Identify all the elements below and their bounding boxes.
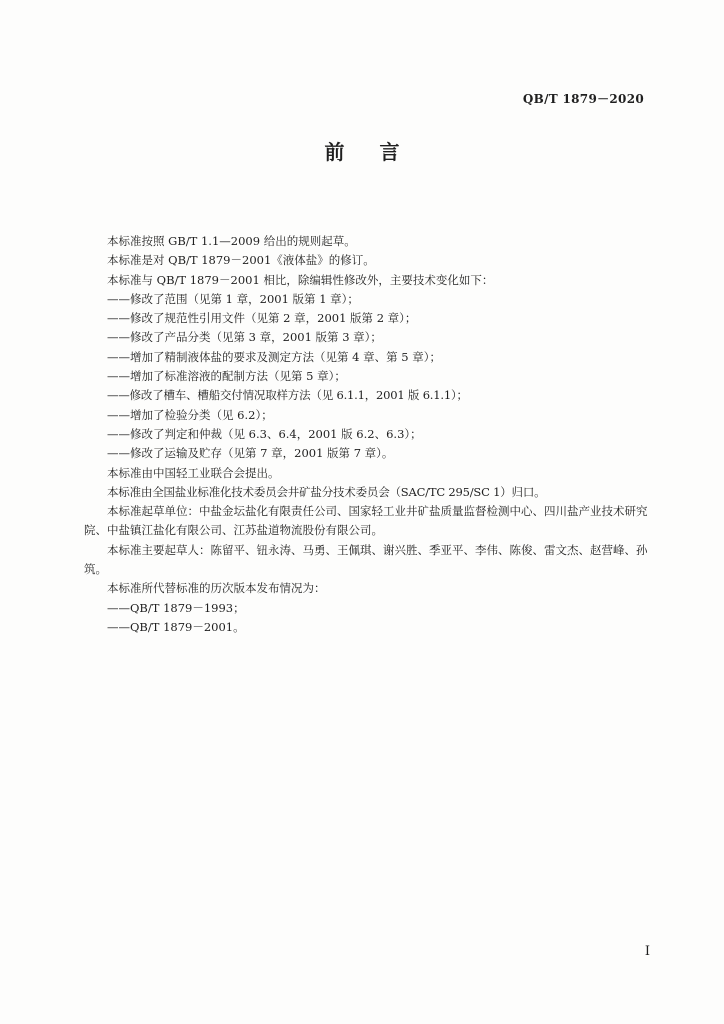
paragraph-drafting-units: 本标准起草单位：中盐金坛盐化有限责任公司、国家轻工业井矿盐质量监督检测中心、四川盐产业技术研究院、中盐镇江盐化有限公司、江苏盐道物流股份有限公司。 (84, 504, 648, 538)
change-item: ——修改了范围（见第 1 章，2001 版第 1 章）； (107, 291, 359, 306)
document-body (84, 232, 656, 637)
change-item: ——增加了标准溶液的配制方法（见第 5 章）； (107, 369, 346, 384)
history-item: ——QB/T 1879－2001。 (107, 619, 245, 634)
change-item: ——增加了精制液体盐的要求及测定方法（见第 4 章、第 5 章）； (107, 349, 442, 364)
paragraph-drafters: 本标准主要起草人：陈留平、钮永涛、马勇、王佩琪、谢兴胜、季亚平、李伟、陈俊、雷文杰、赵营峰、孙筑。 (84, 542, 648, 577)
history-item: ——QB/T 1879－1993； (107, 600, 245, 615)
paragraph-changes-intro: 本标准与 QB/T 1879－2001 相比，除编辑性修改外，主要技术变化如下： (107, 272, 494, 287)
paragraph-centralized-by: 本标准由全国盐业标准化技术委员会井矿盐分技术委员会（SAC/TC 295/SC 1）归口。 (107, 484, 546, 499)
change-item: ——增加了检验分类（见 6.2）； (107, 407, 273, 422)
change-item: ——修改了规范性引用文件（见第 2 章，2001 版第 2 章）； (107, 311, 417, 326)
paragraph-history-intro: 本标准所代替标准的历次版本发布情况为： (107, 581, 326, 596)
change-item: ——修改了判定和仲裁（见 6.3、6.4，2001 版 6.2、6.3）； (107, 426, 422, 441)
page-title: 前 言 (324, 140, 414, 164)
document-code: QB/T 1879－2020 (522, 92, 644, 106)
change-item: ——修改了运输及贮存（见第 7 章，2001 版第 7 章）。 (107, 446, 394, 461)
paragraph-drafting-rules: 本标准按照 GB/T 1.1—2009 给出的规则起草。 (107, 234, 356, 248)
change-item: ——修改了槽车、槽船交付情况取样方法（见 6.1.1，2001 版 6.1.1）； (107, 388, 468, 403)
page-number: I (644, 944, 650, 959)
paragraph-revision-of: 本标准是对 QB/T 1879－2001《液体盐》的修订。 (107, 253, 375, 268)
change-item: ——修改了产品分类（见第 3 章，2001 版第 3 章）； (107, 330, 382, 345)
paragraph-proposed-by: 本标准由中国轻工业联合会提出。 (107, 465, 280, 480)
